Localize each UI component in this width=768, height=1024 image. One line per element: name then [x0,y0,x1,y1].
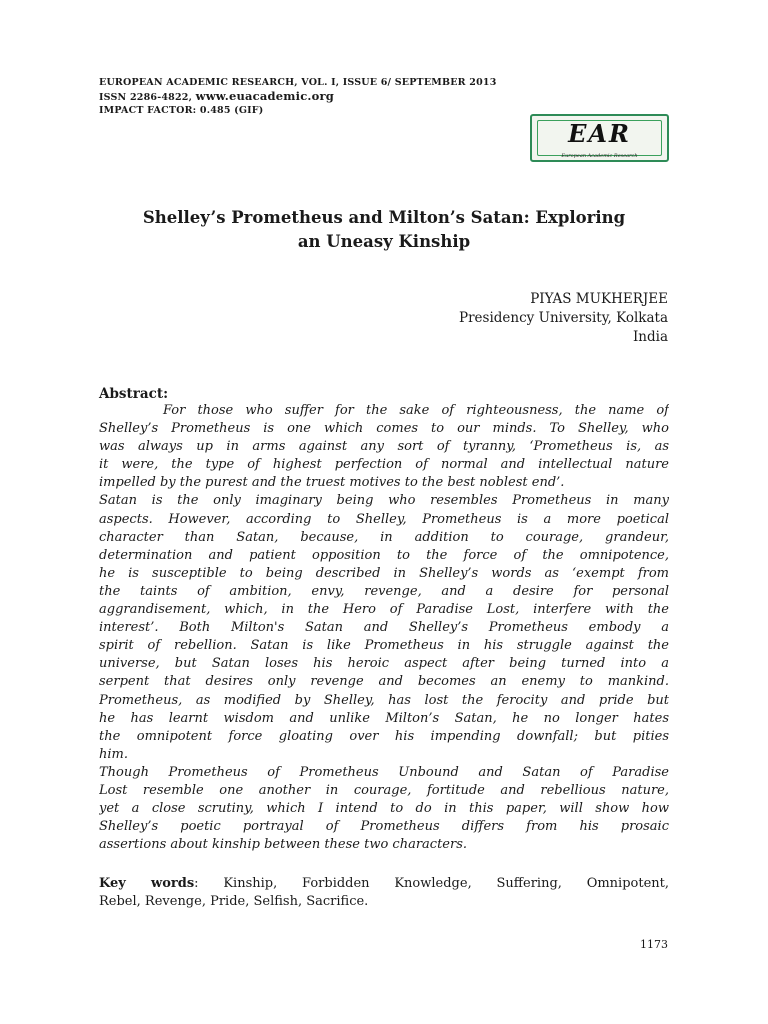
abstract-line: aggrandisement, which, in the Hero of Paradise Lost, interfere with the [99,602,669,618]
abstract-line: spirit of rebellion. Satan is like Prometheus in his struggle against the [99,638,669,654]
abstract-line: yet a close scrutiny, which I intend to do in this paper, will show how [99,801,669,817]
abstract-line: assertions about kinship between these two characters. [99,837,468,853]
author-name: PIYAS MUKHERJEE [530,291,668,307]
abstract-line: Though Prometheus of Prometheus Unbound and Satan of Paradise [99,764,669,780]
abstract-body [99,402,669,854]
page-number: 1173 [640,938,668,951]
paper-title [90,206,678,254]
abstract-line: him. [99,746,128,762]
abstract-line: determination and patient opposition to the force of the omnipotence, [99,547,669,563]
abstract-line: Lost resemble one another in courage, fortitude and rebellious nature, [99,782,669,798]
keywords-list: : Kinship, Forbidden Knowledge, Suffering, Omnipotent, [194,876,669,891]
author-country: India [632,329,668,345]
abstract-line: Shelley’s Prometheus is one which comes to our minds. To Shelley, who [99,421,669,437]
keywords-line [99,875,669,893]
abstract-line: he has learnt wisdom and unlike Milton’s Satan, he no longer hates [99,710,669,726]
logo-subtitle: European Academic Research [561,153,638,159]
abstract-line: impelled by the purest and the truest motives to the best noblest end’. [99,475,565,491]
abstract-line: the omnipotent force gloating over his impending downfall; but pities [99,728,669,744]
issn-line [99,90,497,105]
abstract-line: For those who suffer for the sake of righteousness, the name of [163,403,669,418]
impact-factor: IMPACT FACTOR: 0.485 (GIF) [99,105,264,116]
issn-text: ISSN 2286-4822, [99,91,196,103]
journal-line: EUROPEAN ACADEMIC RESEARCH, VOL. I, ISSUE 6/ SEPTEMBER 2013 [99,77,497,88]
abstract-line: universe, but Satan loses his heroic aspect after being turned into a [99,656,669,672]
abstract-line: character than Satan, because, in addition to courage, grandeur, [99,529,669,545]
abstract-line: Satan is the only imaginary being who resembles Prometheus in many [99,493,669,509]
abstract-line: serpent that desires only revenge and becomes an enemy to mankind. [99,674,669,690]
abstract-line: was always up in arms against any sort of tyranny, ‘Prometheus is, as [99,439,669,455]
keywords-block [99,875,669,911]
author-block [459,290,668,347]
abstract-line: it were, the type of highest perfection of normal and intellectual nature [99,457,669,473]
journal-header [99,76,497,118]
abstract-line: Prometheus, as modified by Shelley, has lost the ferocity and pride but [99,692,669,708]
abstract-line: Shelley’s poetic portrayal of Prometheus differs from his prosaic [99,819,669,835]
logo-text: EAR [568,119,631,148]
title-line: Shelley’s Prometheus and Milton’s Satan: Exploring [142,208,626,227]
keywords-line: Rebel, Revenge, Pride, Selfish, Sacrifice. [99,894,369,909]
keywords-label: Key words [99,876,195,891]
abstract-heading: Abstract: [99,386,169,402]
abstract-line: he is susceptible to being described in Shelley’s words as ‘exempt from [99,565,669,581]
abstract-line: the taints of ambition, envy, revenge, and a desire for personal [99,583,669,599]
abstract-line: interest’. Both Milton's Satan and Shelley’s Prometheus embody a [99,620,669,636]
abstract-line: aspects. However, according to Shelley, Prometheus is a more poetical [99,511,669,527]
journal-url: www.euacademic.org [195,88,334,103]
title-line: an Uneasy Kinship [297,232,471,251]
ear-logo [530,114,669,162]
author-affiliation: Presidency University, Kolkata [459,310,668,326]
